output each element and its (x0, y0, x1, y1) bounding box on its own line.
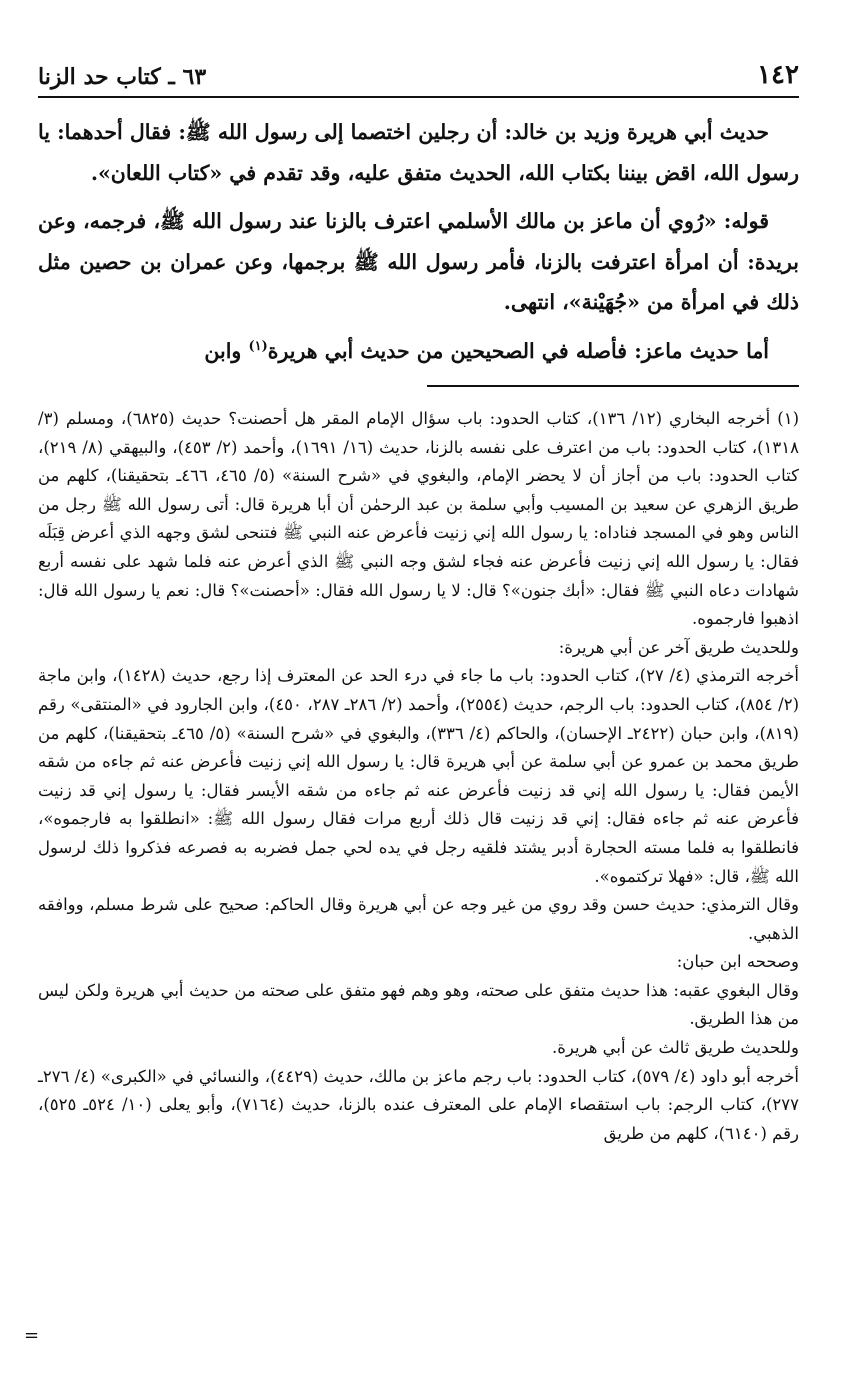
page-number: ١٤٢ (757, 60, 799, 90)
footnote-marker: (١) (248, 338, 268, 354)
footnote-paragraph: وللحديث طريق ثالث عن أبي هريرة. (552, 1038, 799, 1058)
footnote-paragraph: وللحديث طريق آخر عن أبي هريرة: (558, 637, 799, 657)
main-paragraph-last (38, 331, 799, 372)
page-header (38, 56, 799, 98)
main-paragraph-suffix: وابن (204, 338, 249, 363)
footnotes (38, 405, 799, 1148)
footnote-paragraph: أخرجه الترمذي (٤/ ٢٧)، كتاب الحدود: باب ما جاء في درء الحد عن المعترف إذا رجع، حديث (١٤٢٨)، وابن ماجة (٢/ ٨٥٤)، كتاب الحدود: باب الرجم، حديث (٢٥٥٤)، وأحمد (٢/ ٢٨٦ـ ٢٨٧، ٤٥٠)، وابن الجارود في «المنتقى» رقم (٨١٩)، وابن حبان (٢٤٢٢ـ الإحسان)، والحاكم (٤/ ٣٣٦)، والبغوي في «شرح السنة» (٥/ ٤٦٥ـ بتحقيقنا)، كلهم من طريق محمد بن عمرو عن أبي سلمة عن أبي هريرة قال: يا رسول الله إني زنيت فأعرض عنه ثم جاءه من شقه الأيمن فقال: يا رسول الله إني قد زنيت فأعرض عنه ثم جاءه من شقه الأيسر فقال: يا رسول إني قد زنيت فأعرض عنه ثم جاءه فقال: إني قد زنيت قال ذلك أربع مرات فقال رسول الله ﷺ: «انطلقوا به فارجموه»، فانطلقوا به فلما مسته الحجارة أدبر يشتد فلقيه رجل في يده لحي جمل فضربه به فصرعه فذكروا ذلك لرسول الله ﷺ، قال: «فهلا تركتموه». (38, 666, 799, 886)
footnote-paragraph: وقال الترمذي: حديث حسن وقد روي من غير وجه عن أبي هريرة وقال الحاكم: صحيح على شرط مسلم، ووافقه الذهبي. (38, 895, 799, 943)
footnote-paragraph: أخرجه أبو داود (٤/ ٥٧٩)، كتاب الحدود: باب رجم ماعز بن مالك، حديث (٤٤٢٩)، والنسائي في «الكبرى» (٤/ ٢٧٦ـ ٢٧٧)، كتاب الرجم: باب استقصاء الإمام على المعترف عنده بالزنا، حديث (٧١٦٤)، وأبو يعلى (١٠/ ٥٢٤ـ ٥٢٥)، رقم (٦١٤٠)، كلهم من طريق (38, 1066, 799, 1143)
continuation-mark: = (24, 1325, 40, 1346)
footnote-divider (427, 385, 799, 387)
footnote-paragraph: وصححه ابن حبان: (676, 952, 799, 972)
main-paragraph: قوله: «رُوي أن ماعز بن مالك الأسلمي اعترف بالزنا عند رسول الله ﷺ، فرجمه، وعن بريدة: أن امرأة اعترفت بالزنا، فأمر رسول الله ﷺ برجمها، وعن عمران بن حصين مثل ذلك في امرأة من «جُهَيْنة»، انتهى. (38, 209, 799, 314)
main-text (38, 112, 799, 371)
main-paragraph: حديث أبي هريرة وزيد بن خالد: أن رجلين اختصما إلى رسول الله ﷺ: فقال أحدهما: يا رسول الله، اقض بيننا بكتاب الله، الحديث متفق عليه، وقد تقدم في «كتاب اللعان». (38, 120, 799, 185)
footnote-paragraph: وقال البغوي عقبه: هذا حديث متفق على صحته، وهو وهم فهو متفق على صحته من حديث أبي هريرة ولكن ليس من هذا الطريق. (38, 980, 799, 1029)
running-title: ٦٣ ـ كتاب حد الزنا (38, 64, 207, 90)
main-paragraph-text: أما حديث ماعز: فأصله في الصحيحين من حديث أبي هريرة (267, 338, 769, 363)
footnote-paragraph: (١) أخرجه البخاري (١٢/ ١٣٦)، كتاب الحدود: باب سؤال الإمام المقر هل أحصنت؟ حديث (٦٨٢٥)، ومسلم (٣/ ١٣١٨)، كتاب الحدود: باب من اعترف على نفسه بالزنا، حديث (١٦/ ١٦٩١)، وأحمد (٢/ ٤٥٣)، والبيهقي (٨/ ٢١٩)، كتاب الحدود: باب من أجاز أن لا يحضر الإمام، والبغوي في «شرح السنة» (٥/ ٤٦٥، ٤٦٦ـ بتحقيقنا)، كلهم من طريق الزهري عن سعيد بن المسيب وأبي سلمة بن عبد الرحمٰن أن أبا هريرة قال: أتى رسول الله ﷺ رجل من الناس وهو في المسجد فناداه: يا رسول الله إني زنيت فأعرض عنه النبي ﷺ فتنحى لشق وجهه الذي أعرض قِبَلَه فقال: يا رسول الله إني زنيت فأعرض عنه فجاء لشق وجه النبي ﷺ الذي أعرض عنه فلما شهد على نفسه أربع شهادات دعاه النبي ﷺ فقال: «أبك جنون»؟ قال: لا يا رسول الله فقال: «أحصنت»؟ قال: نعم يا رسول الله قال: اذهبوا فارجموه. (38, 409, 799, 629)
